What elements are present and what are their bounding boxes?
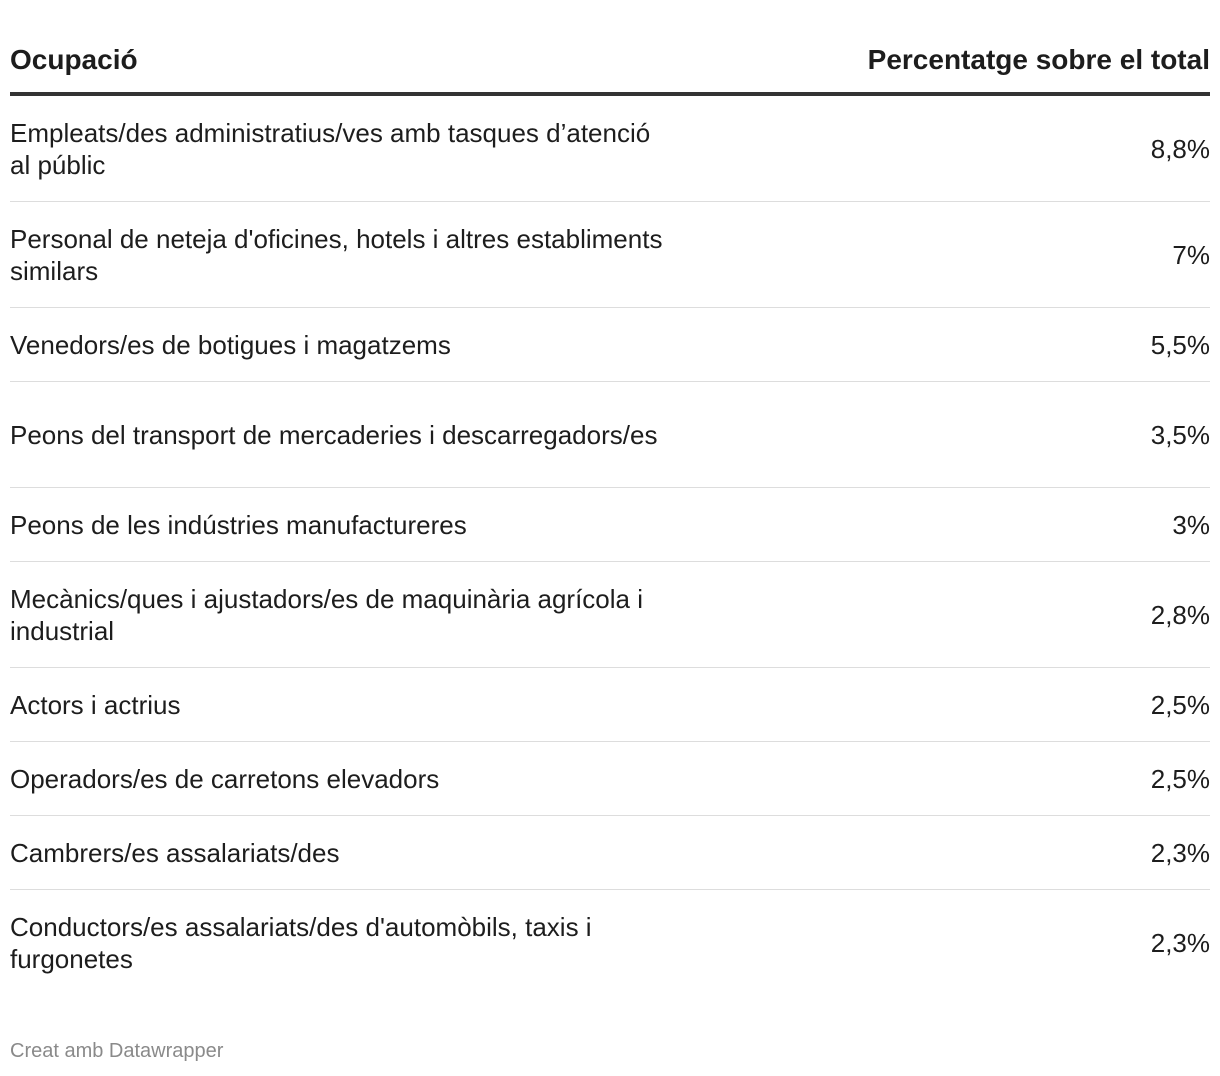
row-value: 5,5% [1150, 329, 1210, 360]
row-value: 2,5% [1150, 689, 1210, 720]
table-row [10, 488, 1210, 562]
row-label: Conductors/es assalariats/des d'automòbils, taxis i furgonetes [10, 912, 592, 974]
row-label: Personal de neteja d'oficines, hotels i altres establiments similars [10, 223, 663, 286]
row-label: Mecànics/ques i ajustadors/es de maquinària agrícola i industrial [10, 583, 644, 646]
table-row [10, 202, 1210, 308]
row-value: 3% [1172, 509, 1210, 540]
row-label: Cambrers/es assalariats/des [10, 837, 340, 868]
datawrapper-credit[interactable]: Creat amb Datawrapper [10, 1040, 224, 1062]
occupation-table [10, 38, 1210, 996]
row-value: 8,8% [1150, 133, 1210, 164]
table-row [10, 562, 1210, 668]
column-header-percentage: Percentatge sobre el total [867, 44, 1210, 75]
table-row [10, 668, 1210, 742]
row-label: Peons de les indústries manufactureres [10, 509, 467, 540]
table-row [10, 742, 1210, 816]
column-header-occupation: Ocupació [10, 44, 138, 75]
row-label: Peons del transport de mercaderies i descarregadors/es [10, 419, 658, 450]
table-row [10, 308, 1210, 382]
row-label: Empleats/des administratius/ves amb tasques d’atenció al públic [10, 117, 651, 180]
table-header [10, 38, 1210, 96]
row-label: Operadors/es de carretons elevadors [10, 763, 440, 794]
table-row [10, 816, 1210, 890]
row-value: 2,8% [1150, 599, 1210, 630]
row-label: Actors i actrius [10, 689, 181, 720]
row-label: Venedors/es de botigues i magatzems [10, 329, 451, 360]
row-value: 3,5% [1150, 419, 1210, 450]
row-value: 7% [1172, 239, 1210, 270]
table-row [10, 382, 1210, 488]
table-row [10, 890, 1210, 996]
row-value: 2,5% [1150, 763, 1210, 794]
table-row [10, 96, 1210, 202]
row-value: 2,3% [1150, 837, 1210, 868]
row-value: 2,3% [1150, 928, 1210, 958]
